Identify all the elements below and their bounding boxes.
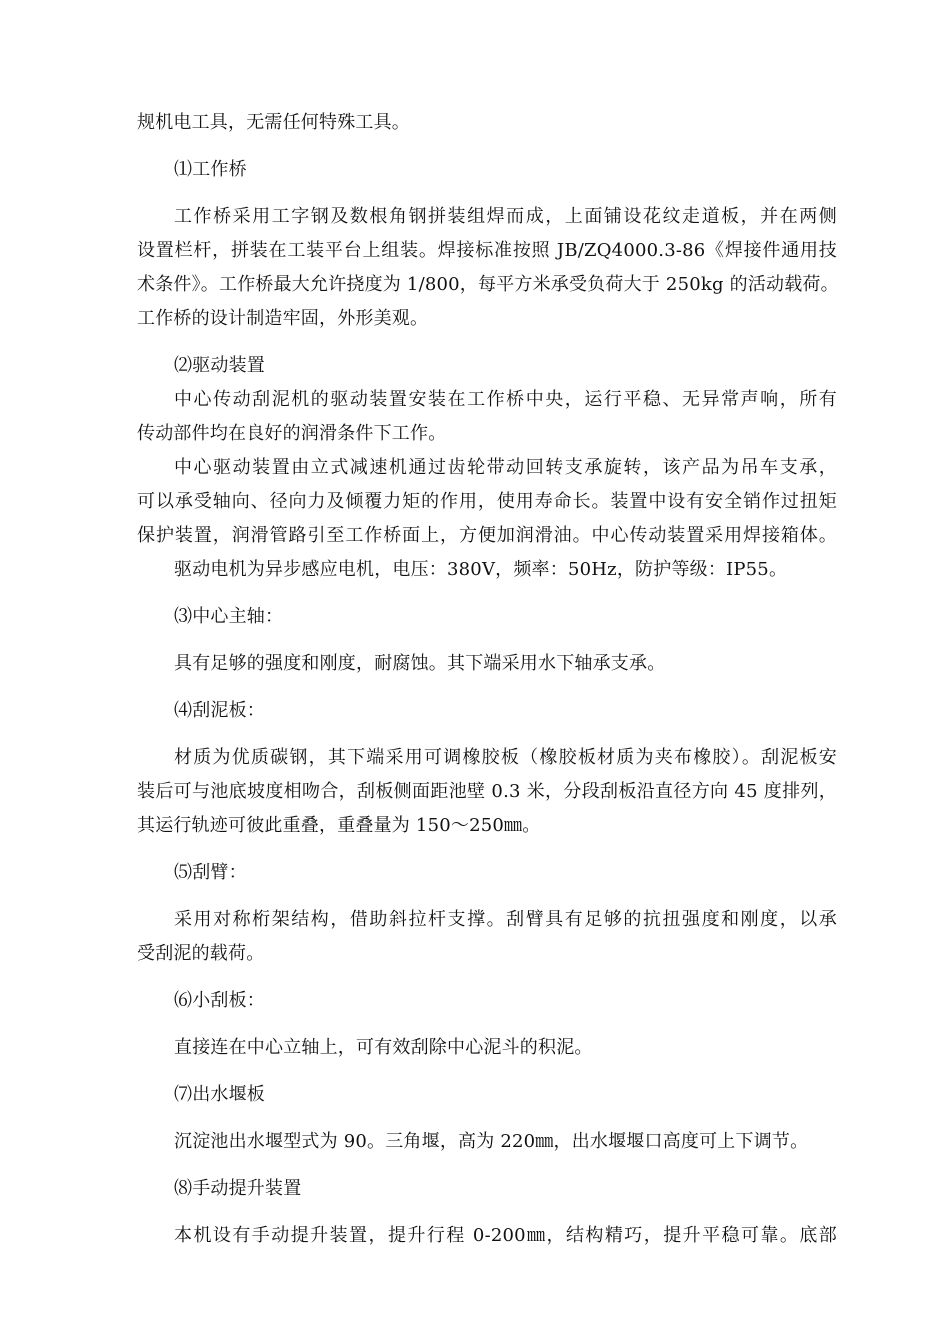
- paragraph-line: 传动部件均在良好的润滑条件下工作。: [137, 423, 447, 444]
- paragraph-line: 中心驱动装置由立式减速机通过齿轮带动回转支承旋转，该产品为吊车支承，: [174, 457, 837, 478]
- section-heading-scraper-arm: ⑸刮臂：: [174, 862, 247, 883]
- section-heading-outlet-weir: ⑺出水堰板: [174, 1084, 265, 1105]
- section-heading-drive-unit: ⑵驱动装置: [174, 355, 265, 376]
- paragraph-line: 沉淀池出水堰型式为 90。三角堰，高为 220㎜，出水堰堰口高度可上下调节。: [174, 1131, 809, 1152]
- paragraph-line: 中心传动刮泥机的驱动装置安装在工作桥中央，运行平稳、无异常声响，所有: [174, 389, 837, 410]
- section-heading-work-bridge: ⑴工作桥: [174, 159, 247, 180]
- document-page: [137, 106, 837, 1253]
- paragraph-line: 驱动电机为异步感应电机，电压：380V，频率：50Hz，防护等级：IP55。: [174, 559, 788, 580]
- paragraph-line: 具有足够的强度和刚度，耐腐蚀。其下端采用水下轴承支承。: [174, 653, 666, 674]
- paragraph-line: 材质为优质碳钢，其下端采用可调橡胶板（橡胶板材质为夹布橡胶）。刮泥板安: [174, 747, 837, 768]
- section-heading-center-shaft: ⑶中心主轴：: [174, 606, 284, 627]
- paragraph-line: 直接连在中心立轴上，可有效刮除中心泥斗的积泥。: [174, 1037, 593, 1058]
- section-heading-scraper-plate: ⑷刮泥板：: [174, 700, 265, 721]
- paragraph-line: 术条件》。工作桥最大允许挠度为 1/800，每平方米承受负荷大于 250kg 的活动载荷。: [137, 274, 839, 295]
- paragraph-line: 采用对称桁架结构，借助斜拉杆支撑。刮臂具有足够的抗扭强度和刚度，以承: [174, 909, 837, 930]
- paragraph-line: 工作桥采用工字钢及数根角钢拼装组焊而成，上面铺设花纹走道板，并在两侧: [174, 206, 837, 227]
- section-heading-manual-lift: ⑻手动提升装置: [174, 1178, 302, 1199]
- paragraph-continuation: 规机电工具，无需任何特殊工具。: [137, 112, 410, 133]
- paragraph-line: 可以承受轴向、径向力及倾覆力矩的作用，使用寿命长。装置中设有安全销作过扭矩: [137, 491, 837, 512]
- paragraph-line: 其运行轨迹可彼此重叠，重叠量为 150～250㎜。: [137, 815, 541, 836]
- paragraph-line: 本机设有手动提升装置，提升行程 0-200㎜，结构精巧，提升平稳可靠。底部: [174, 1225, 837, 1246]
- paragraph-line: 设置栏杆，拼装在工装平台上组装。焊接标准按照 JB/ZQ4000.3-86《焊接件通用技: [137, 240, 837, 261]
- section-heading-small-scraper: ⑹小刮板：: [174, 990, 265, 1011]
- paragraph-line: 保护装置，润滑管路引至工作桥面上，方便加润滑油。中心传动装置采用焊接箱体。: [137, 525, 837, 546]
- paragraph-line: 受刮泥的载荷。: [137, 943, 265, 964]
- paragraph-line: 装后可与池底坡度相吻合，刮板侧面距池壁 0.3 米，分段刮板沿直径方向 45 度排列，: [137, 781, 837, 802]
- paragraph-line: 工作桥的设计制造牢固，外形美观。: [137, 308, 429, 329]
